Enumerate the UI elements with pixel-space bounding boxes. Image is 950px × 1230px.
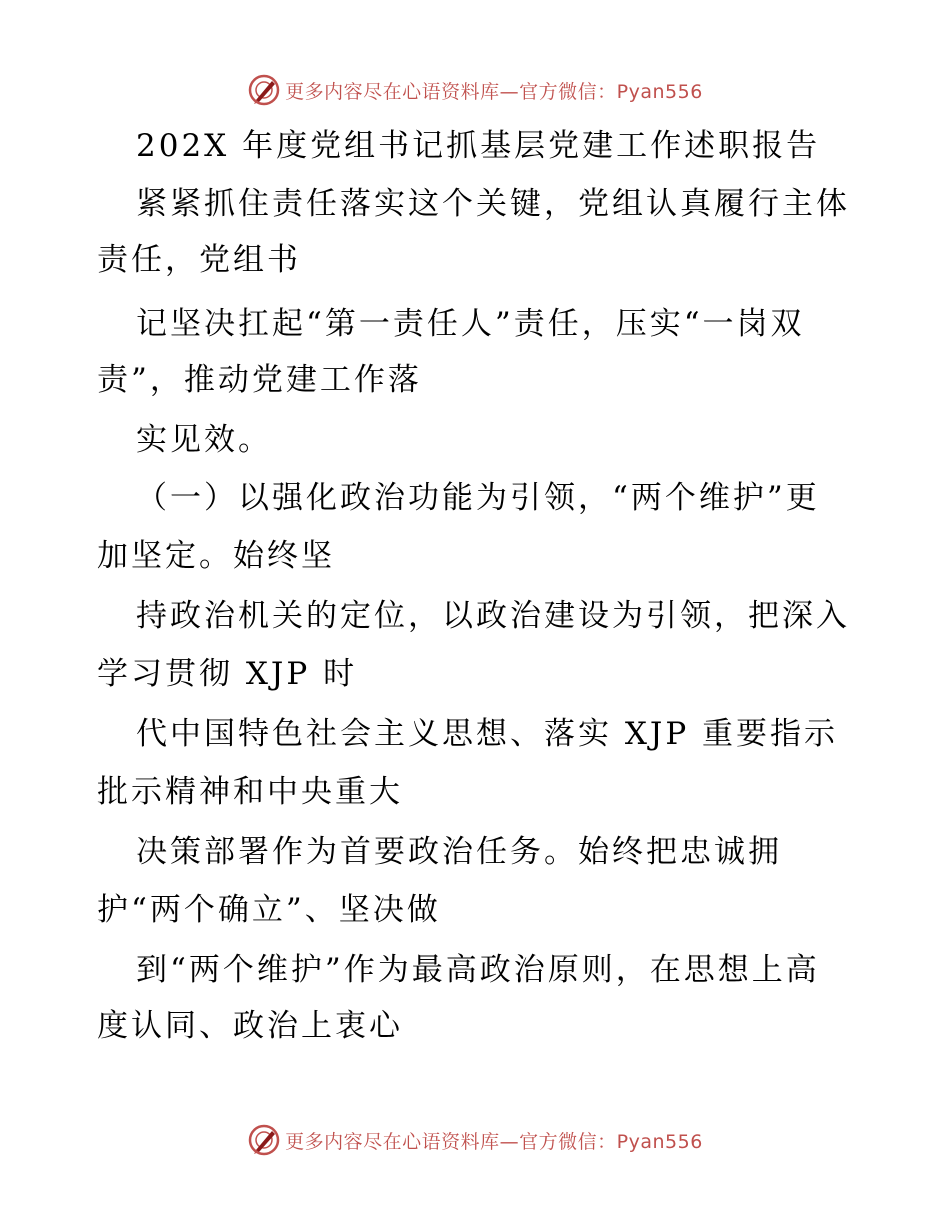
paragraph-line: 紧紧抓住责任落实这个关键，党组认真履行主体 [136,186,850,222]
paragraph-line: 学习贯彻 XJP 时 [97,656,358,692]
watermark-banner-top [0,70,950,110]
paragraph-line: 责”，推动党建工作落 [97,362,422,398]
paragraph-line: 批示精神和中央重大 [97,774,403,810]
paragraph-line: 决策部署作为首要政治任务。始终把忠诚拥 [136,834,782,870]
paragraph-line: 记坚决扛起“第一责任人”责任，压实“一岗双 [136,306,805,342]
paragraph-line: 代中国特色社会主义思想、落实 XJP 重要指示 [136,716,839,752]
paragraph-line: 持政治机关的定位，以政治建设为引领，把深入 [136,598,850,634]
paragraph-line: 责任，党组书 [97,242,301,278]
pen-logo-icon [247,1123,281,1157]
document-title: 202X 年度党组书记抓基层党建工作述职报告 [136,128,821,164]
paragraph-line: 加坚定。始终坚 [97,538,335,574]
watermark-text: 更多内容尽在心语资料库—官方微信：Pyan556 [285,1130,703,1153]
section-heading-line: （一）以强化政治功能为引领，“两个维护”更 [136,480,820,516]
paragraph-line: 度认同、政治上衷心 [97,1008,403,1044]
watermark-text: 更多内容尽在心语资料库—官方微信：Pyan556 [285,80,703,103]
pen-logo-icon [247,73,281,107]
watermark-banner-bottom [0,1120,950,1160]
paragraph-line: 护“两个确立”、坚决做 [97,892,441,928]
paragraph-line: 到“两个维护”作为最高政治原则，在思想上高 [136,952,820,988]
paragraph-line: 实见效。 [136,422,272,458]
